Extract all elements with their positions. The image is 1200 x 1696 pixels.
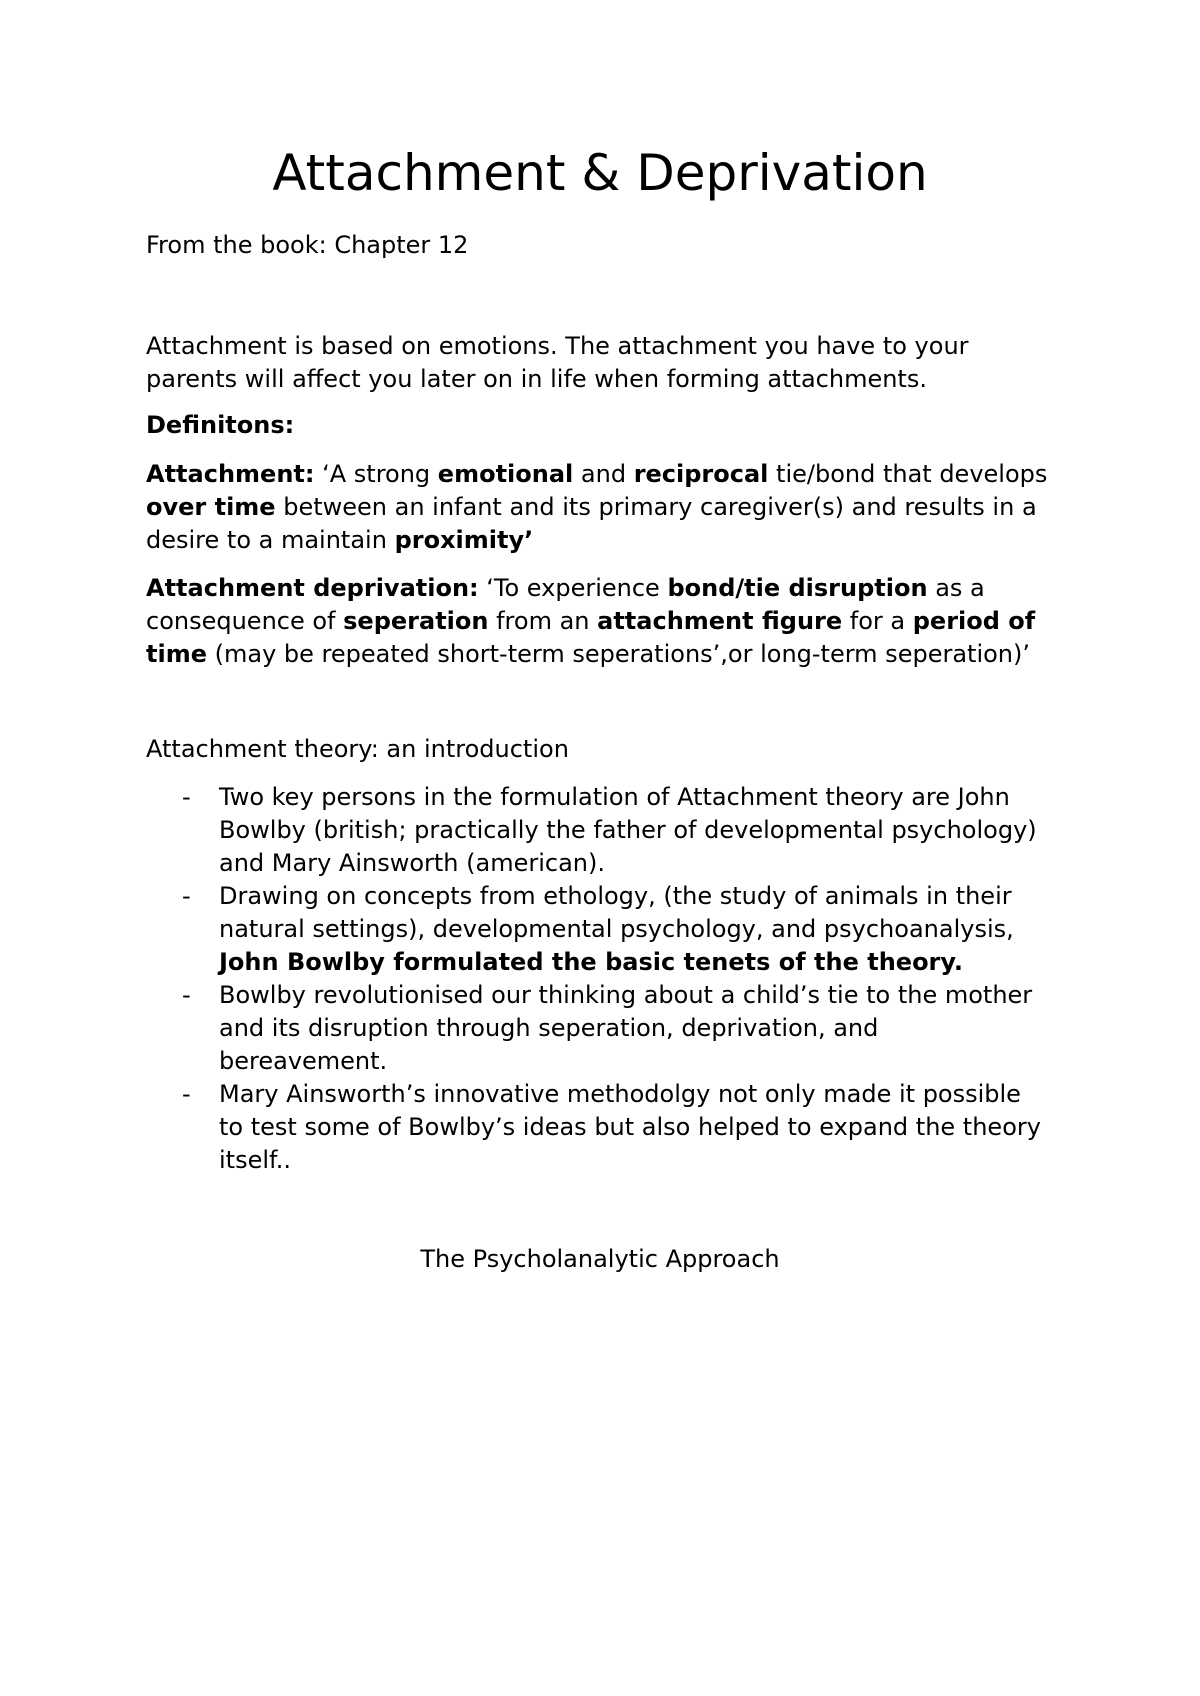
list-item — [146, 781, 1086, 880]
definition-emphasis: emotional — [437, 460, 574, 488]
bullet-line: Bowlby revolutionised our thinking about a child’s tie to the mother — [219, 981, 1033, 1009]
definition-emphasis: proximity’ — [394, 526, 534, 554]
bullet-line: to test some of Bowlby’s ideas but also helped to expand the theory — [219, 1113, 1041, 1141]
intro-paragraph — [146, 330, 1086, 396]
bullet-line: and Mary Ainsworth (american). — [219, 849, 605, 877]
definition-emphasis: period of — [912, 607, 1036, 635]
definition-text: between an infant and its primary caregiver(s) and results in a — [275, 493, 1037, 521]
bullet-line: Mary Ainsworth’s innovative methodolgy not only made it possible — [219, 1080, 1021, 1108]
bullet-line: itself.. — [219, 1146, 291, 1174]
bullet-line: natural settings), developmental psychology, and psychoanalysis, — [219, 915, 1014, 943]
intro-line: Attachment is based on emotions. The attachment you have to your — [146, 332, 969, 360]
definition-deprivation — [146, 572, 1086, 671]
definition-emphasis: attachment figure — [597, 607, 843, 635]
section-heading-theory: Attachment theory: an introduction — [146, 735, 569, 763]
bullet-dash: - — [182, 981, 191, 1009]
definition-text: as a — [927, 574, 985, 602]
definition-attachment — [146, 458, 1086, 557]
definition-text: ‘To experience — [478, 574, 668, 602]
bullet-line: Drawing on concepts from ethology, (the study of animals in their — [219, 882, 1012, 910]
intro-line: parents will affect you later on in life when forming attachments. — [146, 365, 927, 393]
definition-text: and — [573, 460, 634, 488]
definition-emphasis: time — [146, 640, 207, 668]
definition-text: ‘A strong — [314, 460, 438, 488]
bullet-line: bereavement. — [219, 1047, 388, 1075]
definition-term: Attachment: — [146, 460, 315, 488]
source-note: From the book: Chapter 12 — [146, 231, 469, 259]
bullet-line: and its disruption through seperation, deprivation, and — [219, 1014, 879, 1042]
definition-text: for a — [842, 607, 913, 635]
definition-emphasis: reciprocal — [633, 460, 769, 488]
bullet-line-emphasis: John Bowlby formulated the basic tenets of the theory. — [219, 948, 963, 976]
bullet-dash: - — [182, 783, 191, 811]
list-item — [146, 880, 1086, 979]
bullet-line: Two key persons in the formulation of Attachment theory are John — [219, 783, 1010, 811]
definition-text: consequence of — [146, 607, 344, 635]
definition-emphasis: over time — [146, 493, 276, 521]
bullet-dash: - — [182, 882, 191, 910]
bullet-line: Bowlby (british; practically the father of developmental psychology) — [219, 816, 1037, 844]
definitions-heading-text: Definitons: — [146, 411, 295, 439]
definition-text: from an — [488, 607, 598, 635]
theory-bullet-list — [146, 781, 1086, 1177]
definition-text: (may be repeated short-term seperations’,or long-term seperation)’ — [206, 640, 1030, 668]
definition-text: tie/bond that develops — [768, 460, 1048, 488]
definition-emphasis: seperation — [343, 607, 489, 635]
list-item — [146, 1078, 1086, 1177]
document-title: Attachment & Deprivation — [272, 144, 928, 202]
definition-text: desire to a maintain — [146, 526, 395, 554]
bullet-dash: - — [182, 1080, 191, 1108]
definition-emphasis: bond/tie disruption — [667, 574, 928, 602]
definition-term: Attachment deprivation: — [146, 574, 479, 602]
list-item — [146, 979, 1086, 1078]
section-heading-psychoanalytic: The Psycholanalytic Approach — [420, 1245, 780, 1273]
definitions-heading — [146, 409, 1086, 442]
